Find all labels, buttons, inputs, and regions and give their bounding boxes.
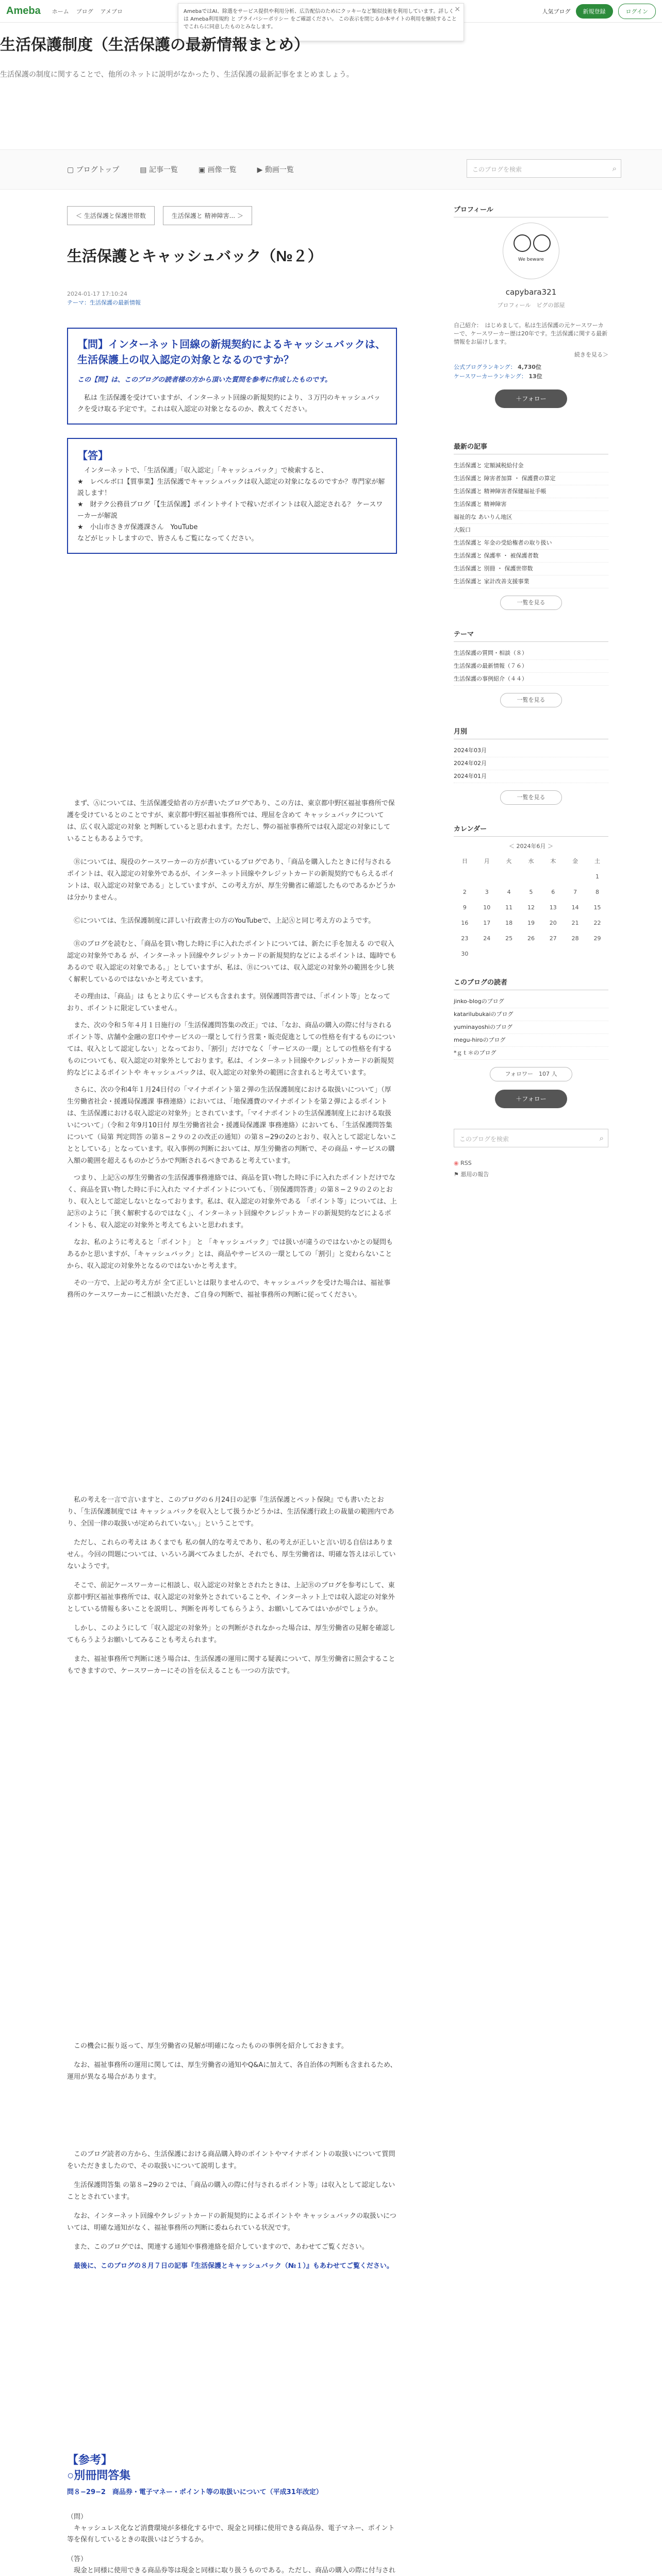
search-placeholder: このブログを検索 [459, 1136, 509, 1143]
nav-blog-top[interactable]: ▢ ブログトップ [67, 166, 120, 174]
theme-item[interactable]: 生活保護の最新情報（７６） [454, 660, 608, 673]
answer-line: インターネットで、「生活保護」「収入認定」「キャッシュバック」で検索すると、 [77, 467, 328, 474]
cw-ranking-label[interactable]: ケースワーカーランキング： [454, 373, 527, 380]
readers-list [454, 995, 608, 1060]
archive-item[interactable]: 2024年03月 [454, 744, 608, 757]
calendar-day: 25 [505, 935, 513, 942]
a-text: 現金と同様に使用できる商品券等は現金と同様に取り扱うものである。ただし、商品の購入の際に付与され [74, 2567, 396, 2574]
sidebar-search-input[interactable] [454, 1129, 608, 1147]
calendar-day: 4 [507, 888, 511, 895]
calendar-day: 18 [505, 919, 513, 926]
q-text: キャッシュレス化など消費環境が多様化する中で、現金と同様に使用できる商品券、電子マネー、ポイント等を保有しているときの取扱いはどうするか。 [67, 2524, 395, 2544]
calendar-day: 11 [505, 904, 513, 911]
read-more-link[interactable]: 続きを見る＞ [574, 351, 608, 358]
nav-images[interactable]: ▣ 画像一覧 [198, 166, 237, 174]
prev-entry-button[interactable]: ＜ 生活保護と保護世帯数 [67, 206, 155, 225]
calendar-day: 2 [462, 888, 467, 895]
recent-heading: 最新の記事 [454, 441, 608, 454]
nav-videos[interactable]: ▶ 動画一覧 [257, 166, 294, 174]
recent-item[interactable]: 生活保護と 保護率 ・ 被保護者数 [454, 550, 608, 563]
question-box [67, 328, 397, 425]
weekday: 土 [594, 858, 601, 865]
body-section-2 [67, 1494, 397, 1677]
body-paragraph: 私の考えを一言で言いますと、このブログの６月24日の記事『生活保護とペット保険』でも書いたとおり、「生活保護制度では キャッシュバックを収入として扱うかどうかは、生活保護行政上の裁量の範囲内であり、全国一律の取扱いが定められていない。」ということです。 [67, 1496, 394, 1528]
calendar-day [564, 869, 586, 884]
calendar-day: 15 [593, 904, 601, 911]
body-paragraph: また、福祉事務所で判断に迷う場合は、生活保護の運用に関する疑義について、厚生労働省に照会することもできますので、ケースワーカーにその旨を伝えることも一つの方法です。 [67, 1655, 395, 1675]
weekday: 日 [461, 858, 468, 865]
body-paragraph: さらに、次の令和4年１月24日付の「マイナポイント第２弾の生活保護制度における取扱いについて」（厚生労働省社会・援護局保護課 事務連絡）においては、「地保護費のマイナポイントを第２弾によるポイントは、生活保護における収入認定の対象外」とされています。「マイナポイントの生活保護制度上における取扱いについて」（令和２年9月10日付 厚生労働省社会・援護局保護課 事務連絡）においても、「生活保護問答集について（局第 判定問答 の第８−２９の２の改正の通知）の第８−29の2のとおり、収入として認定しないこととしている」となっています。収入事例の判断においては、厚生労働省の判断で、その商品・サービスの購入額の範囲を超えるものかどうかで判断されるべきであると考えています。 [67, 1086, 397, 1165]
next-entry-button[interactable]: 生活保護と 精神障害... ＞ [163, 206, 252, 225]
body-paragraph: また、このブログでは、関連する通知や事務連絡を紹介していますので、あわせてご覧ください。 [67, 2243, 369, 2251]
close-icon[interactable]: × [454, 5, 460, 13]
calendar-day: 26 [527, 935, 535, 942]
flag-icon: ⚑ [454, 1171, 459, 1178]
blog-title[interactable]: 生活保護制度（生活保護の最新情報まとめ） [0, 36, 309, 54]
body-paragraph: 最後に、このブログの８月７日の記事『生活保護とキャッシュバック（№１）』もあわせてご覧ください。 [67, 2262, 393, 2270]
calendar-title: 2024年6月 [516, 843, 546, 850]
profile [454, 223, 608, 408]
popular-blog-link[interactable]: 人気ブログ [542, 8, 571, 15]
recent-item[interactable]: 生活保護と 年金の受給権者の取り扱い [454, 537, 608, 550]
calendar [454, 842, 608, 961]
body-section-4 [67, 2148, 397, 2272]
cw-ranking-value: 13位 [528, 373, 542, 380]
body-paragraph: その一方で、上記の考え方が 全て正しいとは限りませんので、キャッシュバックを受けた場合は、福祉事務所のケースワーカーにご相談いただき、ご自身の判断で、福祉事務所の判断に従ってください。 [67, 1279, 391, 1299]
profile-description: 自己紹介： はじめまして。私は生活保護の元ケースワーカーで、ケースワーカー歴は20年です。生活保護に関する最新情報をお届けします。 [454, 322, 608, 345]
calendar-day: 21 [571, 919, 579, 926]
nav-home[interactable]: ホーム [52, 8, 69, 15]
reader-item[interactable]: jinko-blogのブログ [454, 995, 608, 1008]
blog-search-input[interactable] [467, 159, 621, 178]
calendar-day: 22 [593, 919, 601, 926]
body-paragraph: なお、インターネット回線やクレジットカードの新規契約によるポイントや キャッシュバックの取扱いについては、明確な通知がなく、福祉事務所の判断に委ねられている状況です。 [67, 2212, 396, 2232]
calendar-day: 7 [573, 888, 577, 895]
answer-heading: 【答】 [77, 450, 108, 462]
recent-item[interactable]: 生活保護と 別冊 ・ 保護世帯数 [454, 563, 608, 575]
reader-item[interactable]: megu-hiroのブログ [454, 1034, 608, 1047]
calendar-day: 23 [461, 935, 469, 942]
blog-nav [0, 149, 662, 190]
reference-heading: 【参考】 [67, 2453, 113, 2466]
weekday: 水 [528, 858, 534, 865]
body-paragraph: つまり、上記Ⓐの厚生労働省の生活保護事務連絡では、商品を買い物した時に手に入れたポイントだけでなく、商品を買い物した時に手に入れた マイナポイントについても、「別保護問答書」の第８−２９の２のとおり、収入として認定しないとなっております。私は、収入認定の対象外である 「ポイント等」については、上記Ⓑのように「狭く解釈するのではなく」、インターネット回線やクレジットカードの新規契約などによるポイントも、収入認定の対象外と考えてもよいと思われます。 [67, 1174, 397, 1229]
calendar-day [520, 869, 542, 884]
body-paragraph: ただし、これらの考えは あくまでも 私の個人的な考えであり、私の考えが正しいと言い切る自信はありません。今回の問題については、いろいろ調べてみましたが、それでも、厚生労働省は、明確な答えは示していないようです。 [67, 1539, 396, 1570]
sidebar [454, 204, 608, 1180]
body-paragraph: Ⓑのブログを読むと、「商品を買い物した時に手に入れたポイントについては、新たに手を加える ので収入認定の対象外である が、インターネット回線やクレジットカードの新規契約などによるポイントは、臨時でもあるので 収入認定の対象である。」としていますが、私は、Ⓑについては、収入認定の対象外の範囲を少し狭く解釈しているのではないかと考えています。 [67, 940, 397, 984]
calendar-day: 1 [595, 873, 600, 880]
calendar-day: 9 [462, 904, 467, 911]
calendar-day: 12 [527, 904, 535, 911]
archive-item[interactable]: 2024年02月 [454, 757, 608, 770]
weekday: 金 [572, 858, 578, 865]
blog-subtitle: 生活保護の制度に関することで、他所のネットに説明がなかったり、生活保護の最新記事をまとめましょう。 [0, 71, 354, 79]
report-link[interactable] [454, 1169, 608, 1180]
body-paragraph: そこで、前記ケースワーカーに相談し、収入認定の対象とされたときは、上記Ⓑのブログを参考にして、東京都中野区福祉事務所では、収入認定の対象外とされていることや、インターネット上では収入認定の対象外としている情報も多いことを説明し、判断を再考してもらうよう、お願いしてみてはいかがでしょうか。 [67, 1582, 395, 1613]
calendar-day: 27 [549, 935, 557, 942]
archive-heading: 月別 [454, 726, 608, 739]
body-paragraph: なお、私のように考えると「ポイント」 と 「キャッシュバック」では扱いが違うのではないかとの疑問もあるかと思いますが、「キャッシュバック」とは、商品やサービスの一環としての「割引」と変わらないことから、収入認定の対象外となるのではないかと考えます。 [67, 1239, 393, 1270]
recent-list-button[interactable]: 一覧を見る [500, 596, 562, 610]
body-paragraph: Ⓒについては、生活保護制度に詳しい行政書士の方のYouTubeで、上記Ⓐと同じ考え方のようです。 [67, 917, 375, 925]
reference-section [67, 2452, 397, 2576]
calendar-day: 10 [483, 904, 491, 911]
theme-link[interactable]: テーマ：生活保護の最新情報 [67, 299, 141, 306]
profile-name[interactable]: capybara321 [505, 287, 557, 297]
recent-item[interactable]: 生活保護と 障害者加算 ・ 保護費の算定 [454, 472, 608, 485]
rss-icon: ◉ [454, 1160, 459, 1166]
report-label: 悪用の報告 [460, 1171, 489, 1178]
cookie-notice-text: AmebaではAI、除選をサービス提供や利用分析、広告配信のためにクッキーなど類似技術を利用しています。詳しくは Ameba利用規約 と プライバシーポリシー をご確認ください。 この表示を閉じるか本サイトの利用を継続することでこれらに同意したものとみなします。 [184, 9, 457, 30]
calendar-next[interactable]: ＞ [548, 843, 553, 850]
entry-date: 2024-01-17 17:10:24 [67, 291, 127, 297]
calendar-day: 6 [551, 888, 555, 895]
question-text: 【問】インターネット回線の新規契約によるキャッシュバックは、生活保護上の収入認定の対象となるのですか？ [77, 339, 386, 366]
recent-item[interactable]: 大阪口 [454, 524, 608, 537]
calendar-day: 14 [571, 904, 579, 911]
calendar-day: 5 [529, 888, 533, 895]
nav-blog[interactable]: ブログ [76, 8, 93, 15]
archive-list-button[interactable]: 一覧を見る [500, 790, 562, 805]
avatar-caption: We beware [518, 257, 544, 262]
weekday: 火 [506, 858, 512, 865]
reader-item[interactable]: *ｇｔ＊のブログ [454, 1047, 608, 1060]
calendar-heading: カレンダー [454, 823, 608, 837]
calendar-day [542, 869, 564, 884]
answer-line: ★ 財テク公務員ブログ「【生活保護】ポイントサイトで稼いだポイントは収入認定される？ ケースワーカーが解説 [77, 501, 383, 520]
profile-heading: プロフィール [454, 204, 608, 217]
calendar-day: 28 [571, 935, 579, 942]
profile-links[interactable]: プロフィール ピグの部屋 [497, 302, 565, 309]
archive-item[interactable]: 2024年01月 [454, 770, 608, 783]
question-note: この【問】は、このブログの読者様の方から頂いた質問を参考に作成したものです。 [77, 376, 332, 384]
follow-button[interactable]: ＋フォロー [495, 389, 567, 408]
body-paragraph: この機会に振り返って、厚生労働省の見解が明確になったものの事例を紹介しておきます。 [67, 2042, 348, 2050]
top-right [542, 4, 656, 19]
calendar-day [520, 946, 542, 961]
recent-item[interactable]: 生活保護と 定額減税給付金 [454, 460, 608, 472]
answer-box [67, 438, 397, 554]
answer-line: などがヒットしますので、皆さんもご覧になってください。 [77, 535, 258, 543]
body-section-1 [67, 798, 397, 1301]
calendar-day: 8 [595, 888, 600, 895]
reference-subheading: ○別冊問答集 [67, 2469, 131, 2482]
search-icon[interactable]: ⌕ [612, 164, 617, 173]
body-paragraph: その理由は、「商品」は もとより広くサービスも含まれます。別保護問答書では、「ポイント等」となっており、ポイントに限定していません。 [67, 993, 391, 1012]
calendar-table [454, 853, 608, 961]
face-icon [514, 234, 531, 252]
body-paragraph: しかし、このようにして「収入認定の対象外」との判断がされなかった場合は、厚生労働省の見解を確認してもらうようお願いしてみることも考えられます。 [67, 1624, 396, 1644]
calendar-day [454, 869, 476, 884]
q-head: （問） [67, 2513, 88, 2521]
reader-item[interactable]: yuminayoshiのブログ [454, 1021, 608, 1034]
calendar-day: 16 [461, 919, 469, 926]
follower-count[interactable]: フォロワー 107 人 [490, 1067, 572, 1081]
theme-heading: テーマ [454, 629, 608, 642]
body-paragraph: このブログ読者の方から、生活保護における商品購入時のポイントやマイナポイントの取扱いについて質問をいただきましたので、その取扱いについて説明します。 [67, 2150, 395, 2170]
ameba-logo[interactable]: Ameba [6, 5, 41, 16]
register-button[interactable]: 新規登録 [576, 4, 613, 19]
body-paragraph: Ⓑについては、現役のケースワーカーの方が書いているブログであり、「商品を購入したときに付与されるポイントは、収入認定の対象外であるが、インターネット回線やクレジットカードの新規契約でもらえるポイントは、収入認定の対象である」としていますが、この考え方が、厚生労働省に確認したものであるかどうかは分かりません。 [67, 858, 396, 902]
ranking [454, 363, 608, 381]
calendar-day: 19 [527, 919, 535, 926]
theme-list [454, 647, 608, 686]
nav-images-label: 画像一覧 [207, 166, 237, 174]
body-paragraph: まず、Ⓐについては、生活保護受給者の方が書いたブログであり、この方は、東京都中野区福祉事務所で保護を受けているとのことですが、東京都中野区福祉事務所では、理屈を含めて キャッシュバックについては、広く収入認定の対象 と判断していると思われます。ただし、弊の福祉事務所では収入認定の対象にしていることもあるようです。 [67, 800, 395, 843]
login-button[interactable]: ログイン [618, 4, 656, 19]
official-ranking-value: 4,730位 [518, 364, 541, 370]
global-nav [52, 7, 123, 15]
rss-link[interactable] [454, 1158, 608, 1169]
calendar-day: 3 [485, 888, 489, 895]
recent-item[interactable]: 福祉的な あいりん地区 [454, 511, 608, 524]
body-paragraph: 生活保護問答集 の第８−29の２では、「商品の購入の際に付与されるポイント等」は収入として認定しないこととされています。 [67, 2181, 395, 2201]
calendar-day [564, 946, 586, 961]
article [67, 206, 397, 554]
calendar-day [542, 946, 564, 961]
calendar-prev[interactable]: ＜ [509, 843, 515, 850]
body-section-3 [67, 2040, 397, 2083]
answer-line: ★ 小山市さきガ保護課さん YouTube [77, 523, 198, 531]
entry-theme[interactable] [67, 298, 397, 307]
recent-list [454, 460, 608, 588]
search-placeholder: このブログを検索 [472, 166, 522, 173]
nav-entries-label: 記事一覧 [148, 166, 178, 174]
readers-heading: このブログの読者 [454, 977, 608, 990]
avatar[interactable] [503, 223, 559, 279]
answer-line: ★ レベルボ口【質事業】生活保護でキャッシュバックは収入認定の対象になるのですか？専門家が解説します！ [77, 478, 385, 497]
rss-label: RSS [460, 1160, 472, 1166]
calendar-day [586, 946, 608, 961]
calendar-day: 30 [461, 950, 469, 957]
calendar-day [476, 946, 498, 961]
theme-item[interactable]: 生活保護の質問・相談（８） [454, 647, 608, 660]
entry-title[interactable]: 生活保護とキャッシュバック（№２） [67, 248, 323, 265]
entry-meta [67, 290, 397, 307]
weekday: 木 [550, 858, 556, 865]
calendar-day [476, 869, 498, 884]
calendar-day [498, 869, 520, 884]
nav-ameblo[interactable]: アメブロ [100, 8, 123, 15]
theme-item[interactable]: 生活保護の事例紹介（４４） [454, 673, 608, 686]
recent-item[interactable]: 生活保護と 精神障害 [454, 498, 608, 511]
recent-item[interactable]: 生活保護と 精神障害者保健福祉手帳 [454, 485, 608, 498]
nav-entries[interactable]: ▤ 記事一覧 [140, 166, 178, 174]
nav-videos-label: 動画一覧 [264, 166, 294, 174]
theme-list-button[interactable]: 一覧を見る [500, 693, 562, 707]
a-head: （答） [67, 2555, 88, 2563]
calendar-day: 17 [483, 919, 491, 926]
calendar-day: 20 [549, 919, 557, 926]
nav-blog-top-label: ブログトップ [76, 166, 120, 174]
follow-button[interactable]: ＋フォロー [495, 1090, 567, 1108]
body-paragraph: また、次の令和５年４月１日施行の「生活保護問答集の改正」では、「なお、商品の購入の際に付与されるポイント等、店舗や金融の窓口やサービスの一環として行う営業・販売促進としての性格を有するものについては、収入として認定しない」となっており、「割引」だけでなく「サービスの一環」としての性格を有するものについても、収入認定の対象外としております。私は、インターネット回線やクレジットカードの新規契約などによるポイントや キャッシュバックは、収入認定の対象外の範囲に含まれると考えています。 [67, 1022, 395, 1077]
reader-item[interactable]: katarilubukaiのブログ [454, 1008, 608, 1021]
recent-item[interactable]: 生活保護と 家計改善支援事業 [454, 575, 608, 588]
question-intro: 私は 生活保護を受けていますが、インターネット回線の新規契約により、３万円のキャッシュバックを受け取る予定です。これは収入認定の対象となるのか、教えてください。 [77, 394, 380, 413]
calendar-day: 24 [483, 935, 491, 942]
weekday: 月 [484, 858, 490, 865]
calendar-day: 29 [593, 935, 601, 942]
search-icon[interactable]: ⌕ [599, 1133, 604, 1143]
calendar-day [498, 946, 520, 961]
official-ranking-label[interactable]: 公式ブログランキング： [454, 364, 516, 370]
face-icon [533, 234, 551, 252]
calendar-day: 13 [549, 904, 557, 911]
reference-item: 問８−29−2 商品券・電子マネー・ポイント等の取扱いについて（平成31年改定） [67, 2488, 323, 2496]
body-paragraph: なお、福祉事務所の運用に関しては、厚生労働省の通知やQ&Aに加えて、各自治体の判断も含まれるため、運用が異なる場合があります。 [67, 2061, 397, 2081]
archive-list [454, 744, 608, 783]
